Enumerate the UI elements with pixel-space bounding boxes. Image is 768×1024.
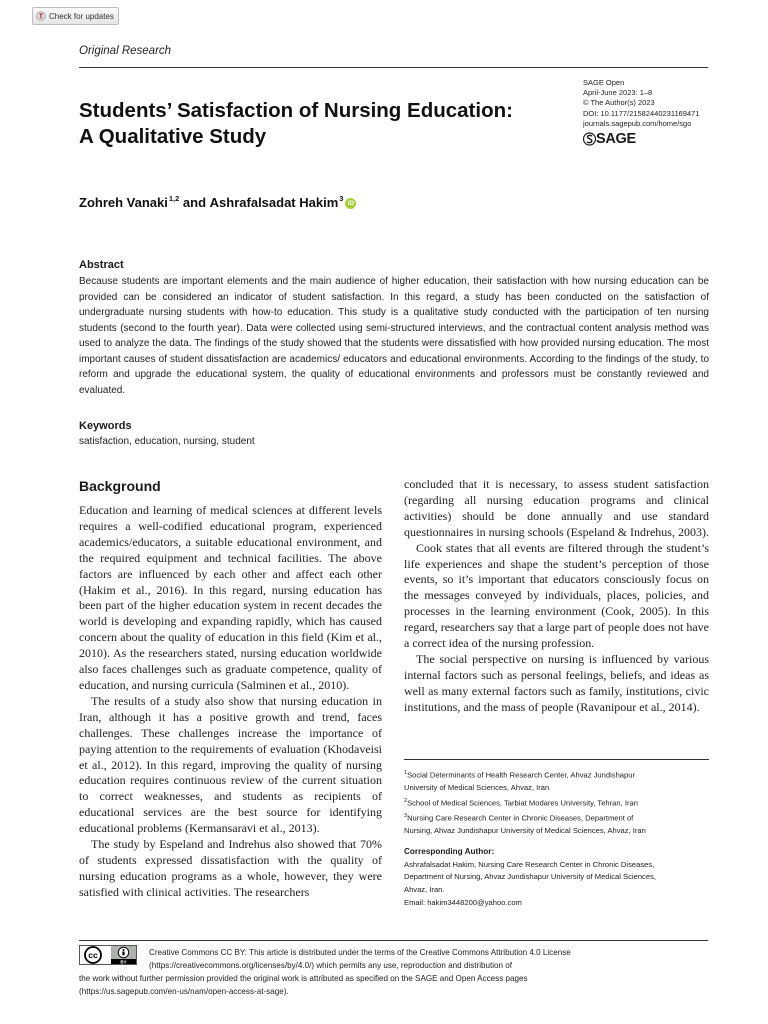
abstract-text: Because students are important elements and the main audience of higher education, their satisfaction with how nursing education can be provided can be considered an indicator of student satisfaction. In this regard, a study has been conducted on the satisfaction of undergraduate nursing students with how-to education. This study is a qualitative study conducted with the participation of ten nursing students (second to the fourth year). Data were collected using semi-structured interviews, and the contractual content analysis method was used to analyze the data. The findings of the study showed that the students were dissatisfied with how provided nursing education. The most important causes of student dissatisfaction are academics/ educators and educational environments. According to the findings of the study, to reform and upgrade the educational system, the quality of educational environments and professors must be constantly reviewed and evaluated. [79, 276, 709, 396]
background-heading: Background [79, 478, 161, 494]
body-paragraph: Cook states that all events are filtered through the student’s life experiences and shape the student’s perception of those events, so it’s important that educators consciously focus on the messages conveyed by individuals, places, policies, and processes in the learning environment (Cook, 2005). In this regard, researchers say that a large part of people does not have a correct idea of the nursing profession. [404, 540, 709, 651]
footer-divider [79, 940, 708, 941]
author-2-name: Ashrafalsadat Hakim [209, 195, 339, 210]
corresponding-email[interactable]: Email: hakim3448200@yahoo.com [404, 897, 522, 907]
keywords-heading: Keywords [79, 420, 132, 432]
affiliations [404, 767, 709, 838]
author-connector: and [179, 195, 210, 210]
author-2-affiliation: 3 [339, 194, 344, 203]
check-for-updates-label: Check for updates [49, 11, 114, 21]
corresponding-line: Ahvaz, Iran. [404, 885, 445, 895]
author-1-affiliation: 1,2 [168, 194, 180, 203]
orcid-icon[interactable]: iD [345, 198, 356, 209]
author-1-name: Zohreh Vanaki [79, 195, 168, 210]
license-line: the work without further permission provided the original work is attributed as specified on the SAGE and Open Access pages [79, 974, 528, 983]
keywords-text: satisfaction, education, nursing, student [79, 436, 255, 447]
journal-meta [583, 78, 723, 147]
journal-issue: April-June 2023: 1–8 [583, 88, 653, 98]
journal-url[interactable]: journals.sagepub.com/home/sgo [583, 118, 692, 128]
journal-doi[interactable]: DOI: 10.1177/21582440231169471 [583, 108, 700, 118]
author-list [79, 195, 356, 210]
sage-logo [583, 131, 723, 147]
affiliation-line: University of Medical Sciences, Ahvaz, Iran [404, 783, 550, 793]
check-for-updates-button[interactable] [32, 7, 119, 25]
abstract-heading: Abstract [79, 259, 124, 271]
affiliation-number: 1 [404, 770, 408, 776]
license-text [79, 946, 709, 998]
journal-name: SAGE Open [583, 78, 625, 87]
body-paragraph: The results of a study also show that nursing education in Iran, although it has a positive growth and trend, faces challenges. These challenges increase the importance of paying attention to the requirements of evaluation (Khodaveisi et al., 2012). In this regard, improving the quality of nursing education requires continuous review of the current situation to correct weaknesses, and students as recipients of educational services are the best source for identifying educational problems (Kermansaravi et al., 2013). [79, 693, 382, 836]
affiliation-line [404, 767, 709, 782]
affiliation-number: 2 [404, 797, 408, 804]
affiliation-text: Social Determinants of Health Research Center, Ahvaz Jundishapur [407, 770, 635, 780]
body-column-right [404, 477, 709, 716]
top-divider [79, 67, 708, 68]
affiliation-line [404, 810, 709, 825]
sage-logo-text: SAGE [596, 131, 636, 148]
check-updates-icon [36, 11, 46, 21]
affiliation-text: School of Medical Sciences, Tarbiat Modares University, Tehran, Iran [407, 798, 638, 808]
body-paragraph: Education and learning of medical sciences at different levels requires a well-codified educational program, experienced academics/educators, a suitable educational environment, and the required equipment and technical facilities. The above factors are influenced by each other and affect each other (Hakim et al., 2016). In this regard, nursing education has been part of the higher education system in recent decades the world is developing and expanding rapidly, which has caused concern about the quality of education in this field (Kim et al., 2010). As the researchers stated, nursing education worldwide also faces challenges such as graduate competence, quality of education, and nursing curricula (Salminen et al., 2010). [79, 503, 382, 692]
section-label: Original Research [79, 45, 172, 57]
affiliation-divider [404, 759, 709, 760]
corresponding-line: Department of Nursing, Ahvaz Jundishapur University of Medical Sciences, [404, 872, 656, 882]
cc-badge-text: cc [88, 950, 98, 960]
license-link[interactable]: (https://us.sagepub.com/en-us/nam/open-access-at-sage). [79, 987, 289, 996]
affiliation-text: Nursing Care Research Center in Chronic Diseases, Department of [407, 813, 634, 823]
body-paragraph: The study by Espeland and Indrehus also showed that 70% of students expressed dissatisfaction with the quality of nursing education programs as a whole, however, they were satisfied with clinical activities. The researchers [79, 837, 382, 899]
corresponding-heading: Corresponding Author: [404, 847, 495, 856]
body-paragraph: concluded that it is necessary, to assess student satisfaction (regarding all nursing education programs and clinical activities) should be done annually and use standard questionnaires in nursing schools (Espeland & Indrehus, 2003). [404, 477, 709, 539]
sage-s-icon [583, 132, 596, 146]
by-badge-text: BY [120, 959, 127, 965]
affiliation-line: Nursing, Ahvaz Jundishapur University of Medical Sciences, Ahvaz, Iran [404, 826, 646, 836]
journal-copyright: © The Author(s) 2023 [583, 98, 655, 108]
corresponding-line: Ashrafalsadat Hakim, Nursing Care Research Center in Chronic Diseases, [404, 859, 655, 869]
affiliation-line [404, 795, 709, 810]
body-paragraph: The social perspective on nursing is influenced by various internal factors such as personal feelings, beliefs, and ideas as well as many external factors such as family, institutions, civic institutions, and the mass of people (Ravanipour et al., 2014). [404, 651, 709, 714]
corresponding-author [404, 846, 709, 910]
affiliation-number: 3 [404, 813, 408, 820]
license-link[interactable]: (https://creativecommons.org/licenses/by/4.0/) which permits any use, reproduction and distribution of [149, 961, 513, 970]
license-line: Creative Commons CC BY: This article is distributed under the terms of the Creative Commons Attribution 4.0 License [149, 948, 571, 957]
article-title: Students’ Satisfaction of Nursing Education: A Qualitative Study [79, 99, 513, 148]
body-column-left [79, 503, 382, 901]
